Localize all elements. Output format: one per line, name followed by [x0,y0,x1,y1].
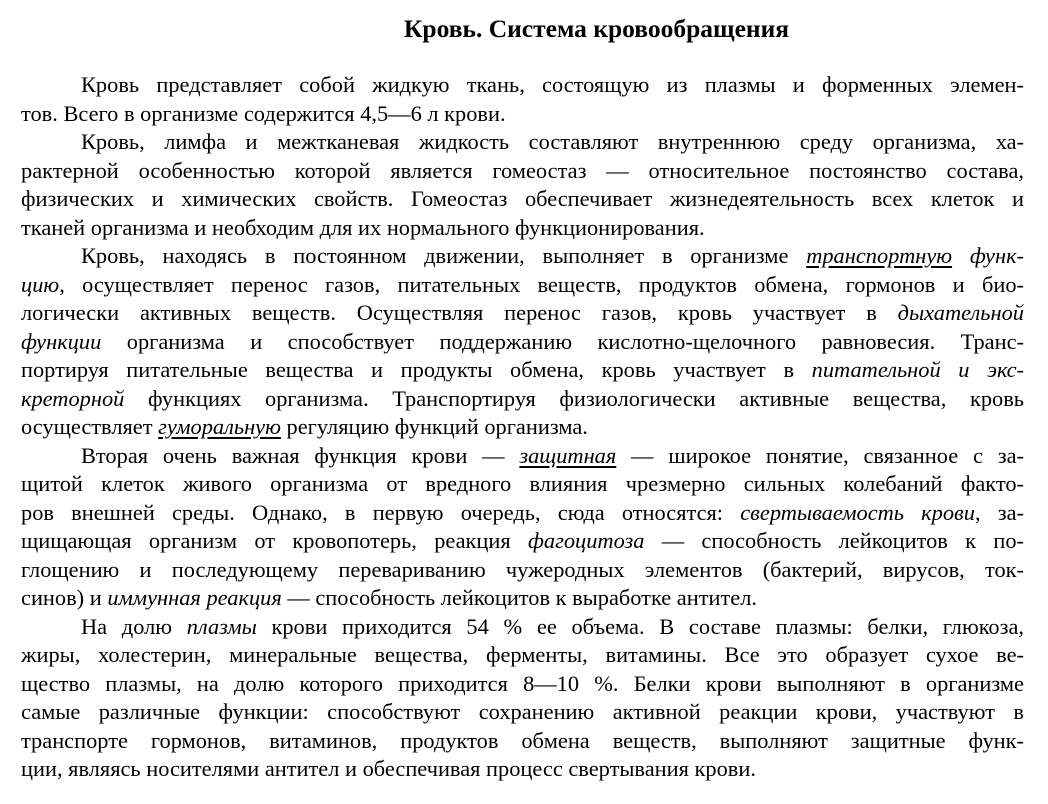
text-run: Кровь представляет собой жидкую ткань, состоящую из плазмы и форменных элемен- [81,72,1024,97]
text-line [21,698,1024,727]
text-run: — широкое понятие, связанное с за- [616,442,1024,468]
text-run: осуществляет [21,414,159,439]
text-line [21,71,1024,100]
text-line [21,499,1024,528]
text-run: тканей организма и необходим для их нормального функционирования. [21,214,705,240]
text-line [21,299,1024,328]
text-line [21,271,1024,300]
text-line [21,727,1024,756]
text-run: щищающая организм от кровопотерь, реакция [21,528,528,553]
document-body [21,71,1024,784]
emphasized-underlined-term: транспортную [806,243,953,268]
text-line [21,413,1024,442]
emphasized-term: функ- [969,243,1024,268]
text-line [21,527,1024,556]
text-run: На долю [81,613,187,639]
text-run: самые различные функции: способствуют сохранению активной реакции крови, участвуют в [21,699,1024,724]
text-run: тов. Всего в организме содержится 4,5—6 л крови. [21,100,506,126]
text-line [21,670,1024,699]
text-line [21,185,1024,214]
emphasized-term: функции [21,328,102,354]
text-run: Вторая очень важная функция крови — [81,442,520,468]
text-line [21,328,1024,357]
text-run: ров внешней среды. Однако, в первую очередь, сюда относятся: [21,499,741,525]
document-title: Кровь. Система кровообращения [403,14,790,43]
document-page [21,0,1024,804]
text-line [21,214,1024,243]
text-line [21,100,1024,129]
emphasized-term: цию [21,271,60,297]
text-line [21,613,1024,642]
text-line [21,157,1024,186]
emphasized-term: дыхательной [897,300,1024,325]
text-run: физических и химических свойств. Гомеостаз обеспечивает жизнедеятельность всех клеток и [21,186,1024,211]
text-run: синов) и [21,585,108,610]
emphasized-term: плазмы [186,613,257,639]
text-line [21,641,1024,670]
text-run: функциях организма. Транспортируя физиологически активные вещества, кровь [124,385,1024,411]
text-run: — способность лейкоцитов к выработке антител. [281,585,757,610]
emphasized-term: фагоцитоза [528,528,645,553]
text-run: организма и способствует поддержанию кислотно-щелочного равновесия. Транс- [101,328,1024,354]
text-run: Кровь, находясь в постоянном движении, выполняет в организме [81,243,807,268]
emphasized-term: креторной [21,385,125,411]
emphasized-underlined-term: защитная [519,442,617,468]
text-line [21,356,1024,385]
text-line [21,385,1024,414]
text-line [21,242,1024,271]
text-run: портируя питательные вещества и продукты обмена, кровь участвует в [21,357,812,382]
text-run: Кровь, лимфа и межтканевая жидкость составляют внутреннюю среду организма, ха- [81,129,1024,154]
emphasized-term: свертываемость крови [740,499,975,525]
text-run: , за- [974,499,1024,525]
text-run: рактерной особенностью которой является гомеостаз — относительное постоянство состава, [21,157,1024,183]
text-run: — способность лейкоцитов к по- [644,528,1024,553]
text-run: глощению и последующему перевариванию чужеродных элементов (бактерий, вирусов, ток- [21,556,1024,582]
text-run: ции, являясь носителями антител и обеспечивая процесс свертывания крови. [21,756,756,781]
text-run: регуляцию функций организма. [280,414,588,439]
text-run: транспорте гормонов, витаминов, продуктов обмена веществ, выполняют защитные функ- [21,727,1024,753]
text-line [21,128,1024,157]
text-run: жиры, холестерин, минеральные вещества, ферменты, витамины. Все это образует сухое ве- [21,642,1024,667]
text-run: щество плазмы, на долю которого приходится 8—10 %. Белки крови выполняют в организме [21,670,1024,696]
text-run: , осуществляет перенос газов, питательных веществ, продуктов обмена, гормонов и био- [59,271,1024,297]
text-line [21,584,1024,613]
emphasized-underlined-term: гуморальную [158,414,281,439]
emphasized-term: питательной и экс- [811,357,1024,382]
text-run: логически активных веществ. Осуществляя перенос газов, кровь участвует в [21,300,898,325]
emphasized-term: иммунная реакция [107,585,282,610]
text-line [21,556,1024,585]
text-line [21,755,1024,784]
text-line [21,442,1024,471]
text-run: крови приходится 54 % ее объема. В составе плазмы: белки, глюкоза, [256,613,1024,639]
text-run: щитой клеток живого организма от вредного влияния чрезмерно сильных колебаний факто- [21,471,1024,496]
text-run [952,243,970,268]
text-line [21,470,1024,499]
